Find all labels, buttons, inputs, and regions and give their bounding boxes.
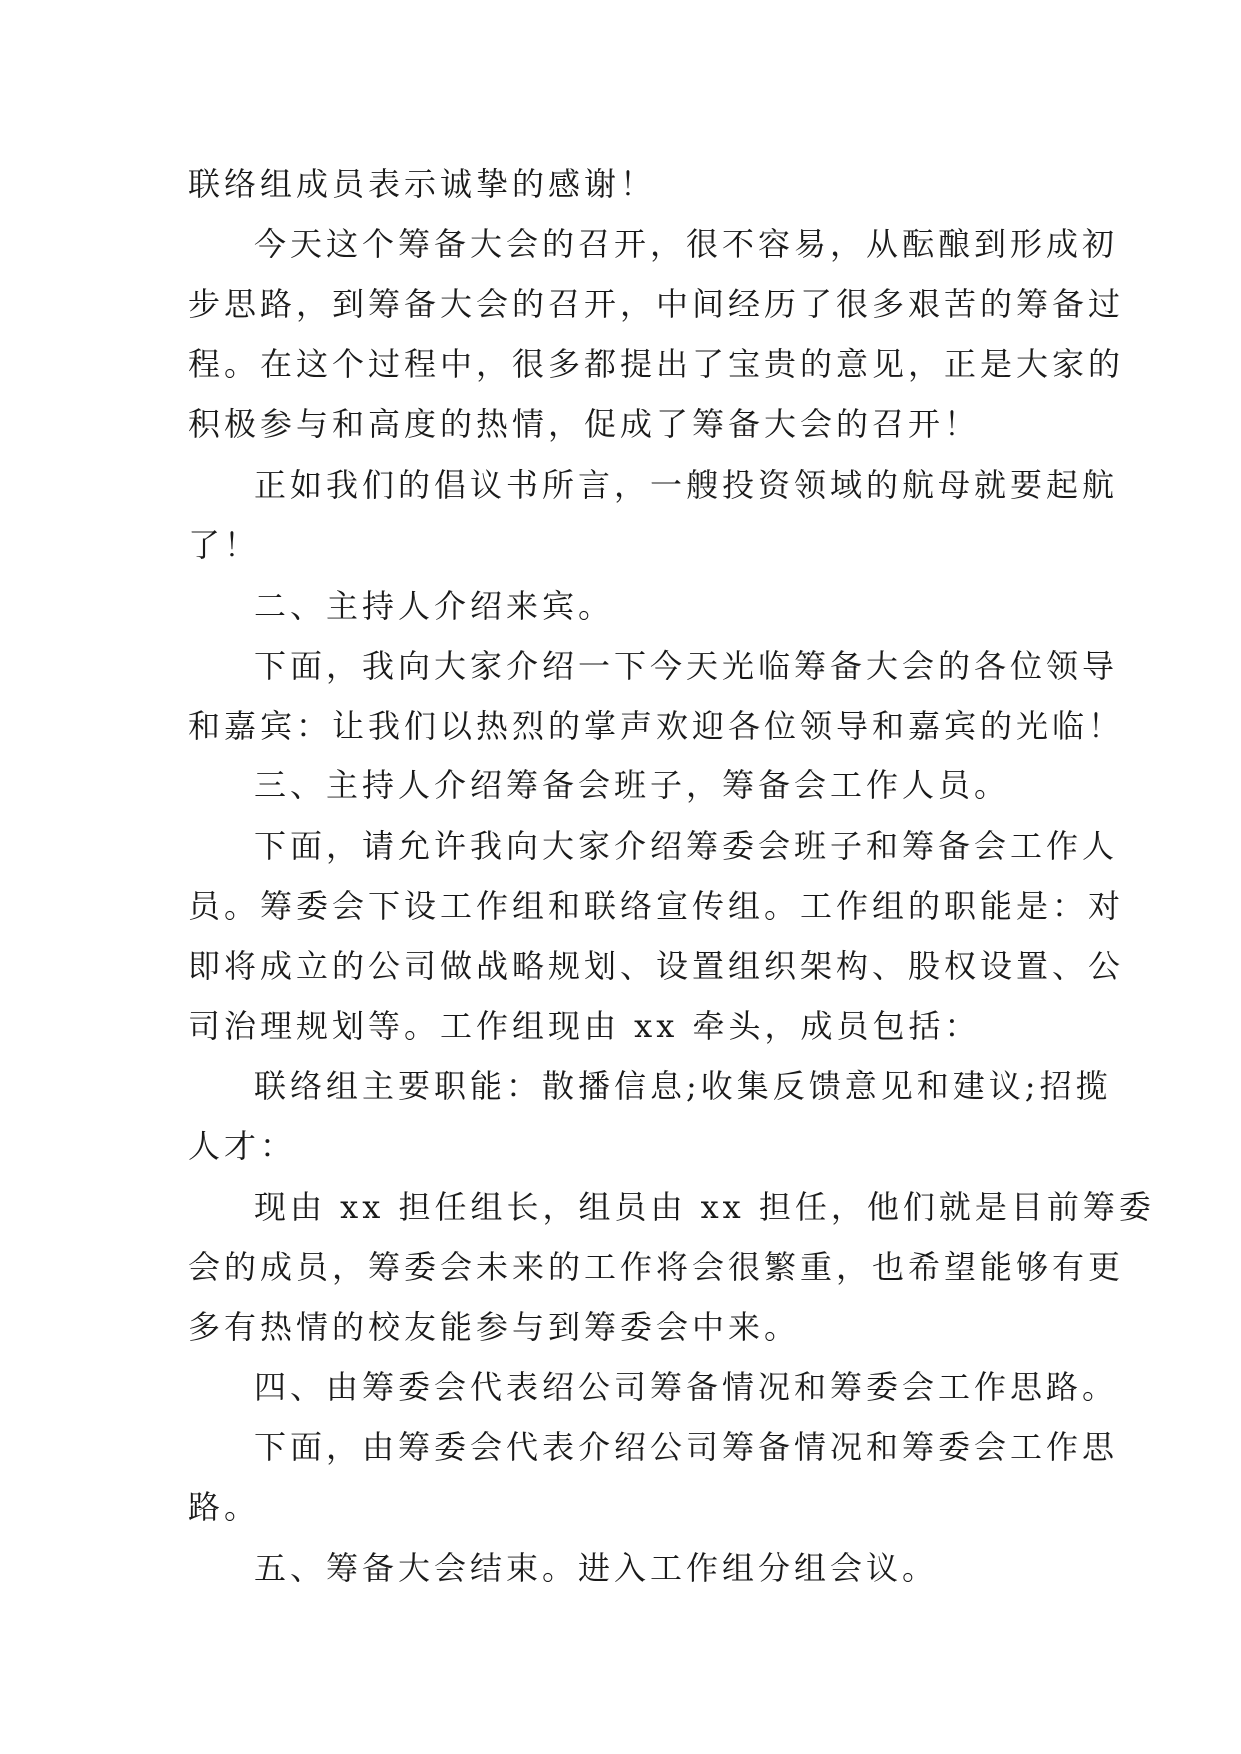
- text-line: 和嘉宾：让我们以热烈的掌声欢迎各位领导和嘉宾的光临！: [188, 707, 1125, 745]
- text-line: 员。筹委会下设工作组和联络宣传组。工作组的职能是：对: [188, 887, 1125, 925]
- text-line: 路。: [188, 1488, 261, 1526]
- text-line: 了！: [188, 526, 261, 564]
- text-line: 司治理规划等。工作组现由 xx 牵头，成员包括：: [188, 1007, 981, 1045]
- text-line: 下面，我向大家介绍一下今天光临筹备大会的各位领导: [254, 647, 1119, 685]
- text-line: 下面，由筹委会代表介绍公司筹备情况和筹委会工作思: [254, 1428, 1119, 1466]
- text-line: 四、由筹委会代表绍公司筹备情况和筹委会工作思路。: [254, 1368, 1119, 1406]
- text-line: 即将成立的公司做战略规划、设置组织架构、股权设置、公: [188, 947, 1125, 985]
- text-line: 程。在这个过程中，很多都提出了宝贵的意见，正是大家的: [188, 345, 1125, 383]
- text-line: 联络组成员表示诚挚的感谢！: [188, 165, 657, 203]
- text-line: 正如我们的倡议书所言，一艘投资领域的航母就要起航: [254, 466, 1119, 504]
- text-line: 人才：: [188, 1127, 297, 1165]
- text-line: 三、主持人介绍筹备会班子，筹备会工作人员。: [254, 766, 1011, 804]
- text-line: 步思路，到筹备大会的召开，中间经历了很多艰苦的筹备过: [188, 285, 1125, 323]
- text-line: 多有热情的校友能参与到筹委会中来。: [188, 1308, 801, 1346]
- text-line: 二、主持人介绍来宾。: [254, 587, 615, 625]
- text-line: 今天这个筹备大会的召开，很不容易，从酝酿到形成初: [254, 225, 1119, 263]
- text-line: 联络组主要职能：散播信息;收集反馈意见和建议;招揽: [254, 1067, 1112, 1105]
- text-line: 会的成员，筹委会未来的工作将会很繁重，也希望能够有更: [188, 1248, 1125, 1286]
- text-line: 五、筹备大会结束。进入工作组分组会议。: [254, 1549, 939, 1587]
- text-line: 下面，请允许我向大家介绍筹委会班子和筹备会工作人: [254, 827, 1119, 865]
- text-line: 积极参与和高度的热情，促成了筹备大会的召开！: [188, 405, 981, 443]
- text-line: 现由 xx 担任组长，组员由 xx 担任，他们就是目前筹委: [254, 1188, 1155, 1226]
